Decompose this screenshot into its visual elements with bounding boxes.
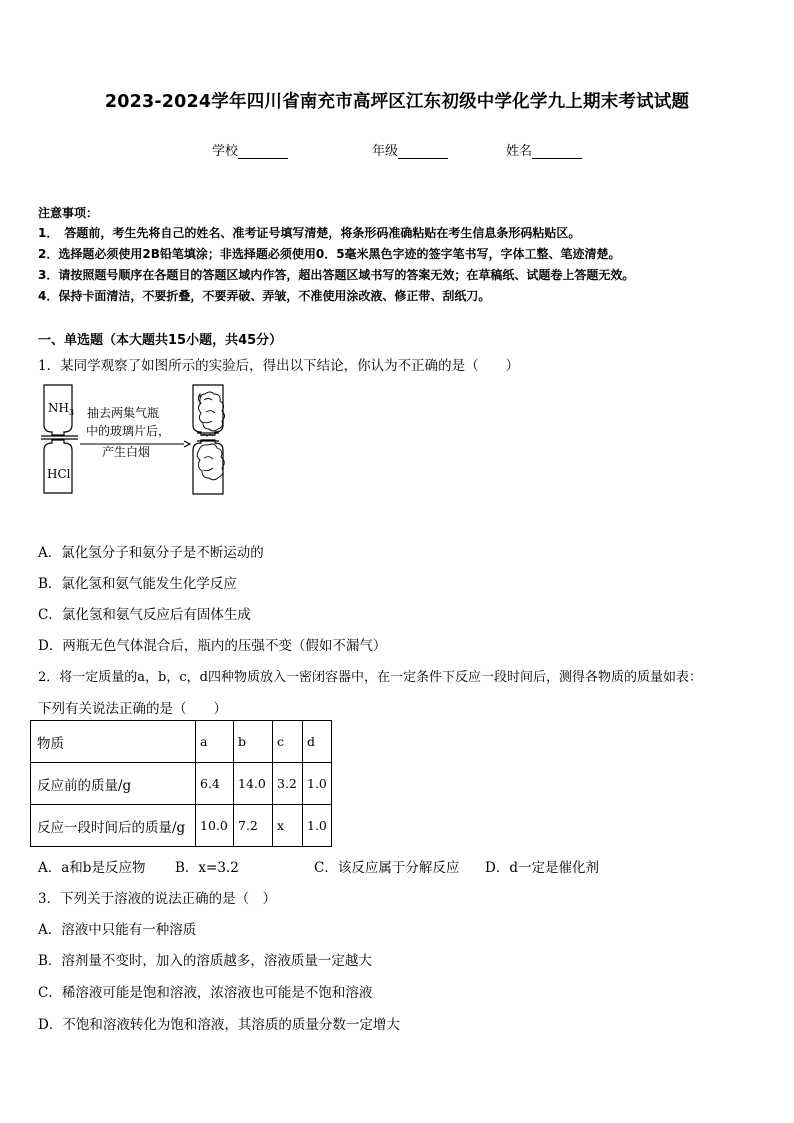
name-label: 姓名	[506, 144, 533, 159]
grade-label: 年级	[372, 144, 399, 159]
table-cell: 反应一段时间后的质量/g	[31, 805, 196, 847]
name-field[interactable]	[506, 140, 582, 159]
table-cell: 1.0	[303, 805, 332, 847]
table-header-cell: 物质	[31, 721, 196, 763]
school-label: 学校	[212, 144, 239, 159]
table-header-cell: c	[273, 721, 303, 763]
name-blank[interactable]	[532, 144, 582, 159]
grade-field[interactable]	[372, 140, 448, 159]
top-gas-label: $NH_3$	[48, 401, 75, 417]
q2-mass-table	[30, 720, 332, 847]
exam-title: 2023-2024学年四川省南充市高坪区江东初级中学化学九上期末考试试题	[104, 92, 690, 112]
table-cell: 14.0	[234, 763, 273, 805]
q1-option-a[interactable]: A．氯化氢分子和氨分子是不断运动的	[38, 545, 264, 561]
table-header-cell: d	[303, 721, 332, 763]
table-cell: 6.4	[196, 763, 234, 805]
table-cell: x	[273, 805, 303, 847]
q2-option-b[interactable]: B．x=3.2	[175, 860, 239, 876]
figure-caption-line-2: 中的玻璃片后，	[86, 424, 171, 438]
q3-option-b[interactable]: B．溶剂量不变时，加入的溶质越多，溶液质量一定越大	[38, 953, 372, 969]
arrow-head-icon	[184, 441, 190, 447]
q3-option-c[interactable]: C．稀溶液可能是饱和溶液，浓溶液也可能是不饱和溶液	[38, 985, 373, 1001]
table-cell: 1.0	[303, 763, 332, 805]
notice-item-3: 3．请按照题号顺序在各题目的答题区域内作答，超出答题区域书写的答案无效；在草稿纸、试题卷上答题无效。	[38, 268, 635, 282]
table-cell: 7.2	[234, 805, 273, 847]
q1-option-d[interactable]: D．两瓶无色气体混合后，瓶内的压强不变（假如不漏气）	[38, 638, 387, 654]
notice-item-4: 4．保持卡面清洁，不要折叠，不要弄破、弄皱，不准使用涂改液、修正带、刮纸刀。	[38, 289, 491, 303]
q2-stem-line-2: 下列有关说法正确的是（ ）	[38, 701, 227, 717]
grade-blank[interactable]	[398, 144, 448, 159]
figure-caption-line-1: 抽去两集气瓶	[87, 406, 160, 420]
q1-option-c[interactable]: C．氯化氢和氨气反应后有固体生成	[38, 607, 251, 623]
q2-stem-line-1: 2．将一定质量的a，b，c，d四种物质放入一密闭容器中，在一定条件下反应一段时间后，测得各物质的质量如表：	[38, 670, 702, 685]
q3-option-d[interactable]: D．不饱和溶液转化为饱和溶液，其溶质的质量分数一定增大	[38, 1017, 400, 1033]
q1-option-b[interactable]: B．氯化氢和氨气能发生化学反应	[38, 576, 237, 592]
notice-item-1: 1． 答题前，考生先将自己的姓名、准考证号填写清楚，将条形码准确粘贴在考生信息条形码粘贴区。	[38, 226, 581, 240]
q3-option-a[interactable]: A．溶液中只能有一种溶质	[38, 922, 197, 938]
white-smoke-icon	[197, 392, 224, 480]
q1-figure	[38, 380, 238, 500]
q2-option-c[interactable]: C．该反应属于分解反应	[314, 860, 460, 876]
section-heading: 一、单选题（本大题共15小题，共45分）	[38, 333, 283, 348]
bottom-gas-label: HCl	[47, 467, 71, 481]
notice-item-2: 2．选择题必须使用2B铅笔填涂；非选择题必须使用0．5毫米黑色字迹的签字笔书写，字体工整、笔迹清楚。	[38, 247, 621, 261]
figure-caption-line-3: 产生白烟	[102, 445, 151, 459]
notice-heading: 注意事项：	[38, 206, 99, 220]
school-field[interactable]	[212, 140, 288, 159]
q2-option-d[interactable]: D．d一定是催化剂	[485, 860, 599, 876]
table-header-row	[31, 721, 332, 763]
table-cell: 反应前的质量/g	[31, 763, 196, 805]
q1-stem: 1．某同学观察了如图所示的实验后，得出以下结论，你认为不正确的是（ ）	[38, 358, 520, 374]
table-row	[31, 763, 332, 805]
table-row	[31, 805, 332, 847]
table-cell: 10.0	[196, 805, 234, 847]
table-header-cell: a	[196, 721, 234, 763]
q2-option-a[interactable]: A．a和b是反应物	[38, 860, 146, 876]
school-blank[interactable]	[238, 144, 288, 159]
table-header-cell: b	[234, 721, 273, 763]
table-cell: 3.2	[273, 763, 303, 805]
q3-stem: 3．下列关于溶液的说法正确的是（ ）	[38, 891, 277, 907]
